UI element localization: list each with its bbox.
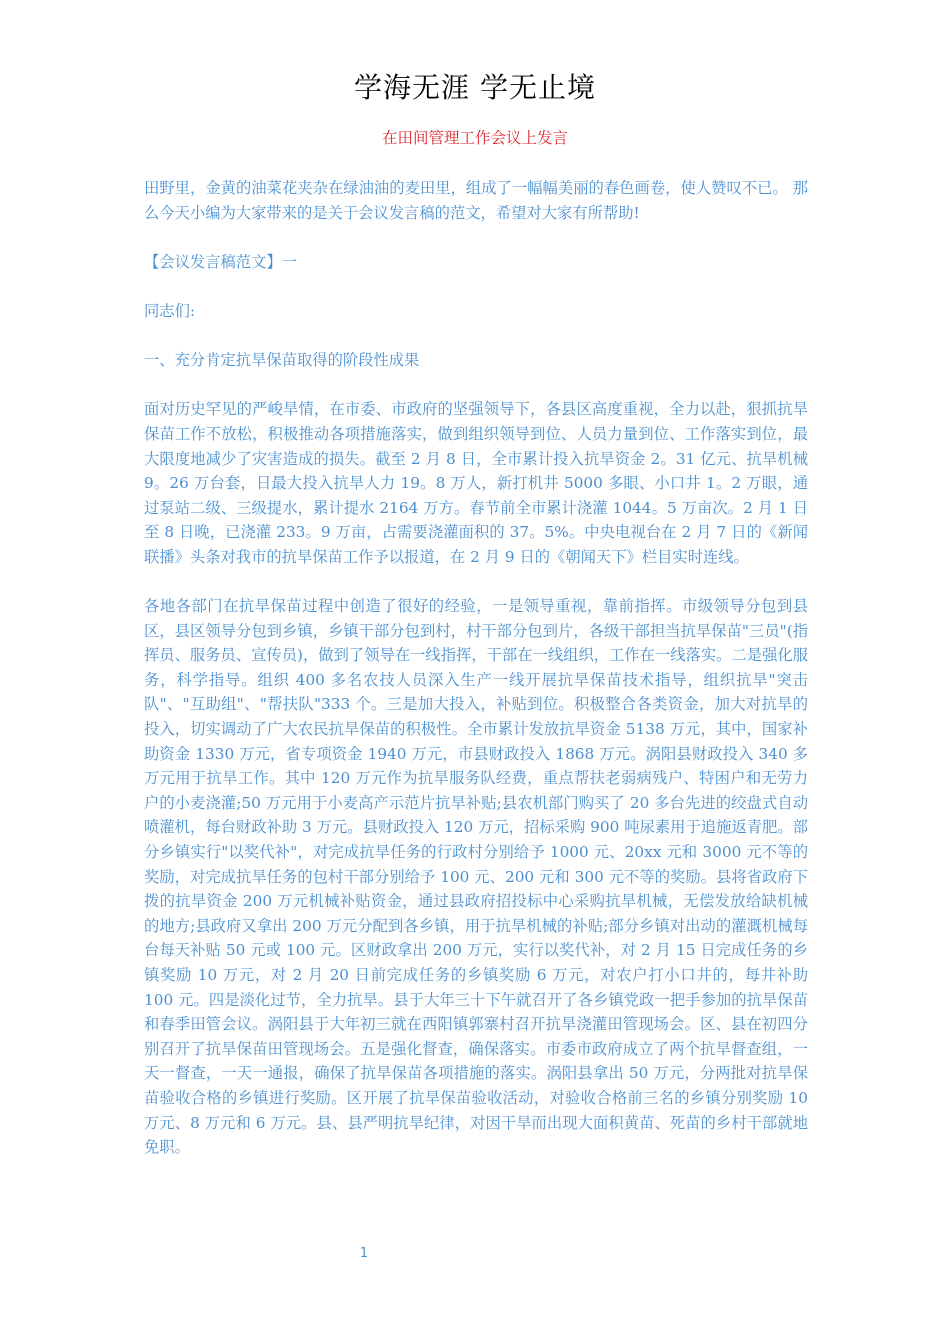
section-heading-one: 一、充分肯定抗旱保苗取得的阶段性成果	[144, 351, 420, 370]
body-paragraph-achievements: 面对历史罕见的严峻旱情，在市委、市政府的坚强领导下，各县区高度重视，全力以赴，狠抓抗旱保苗工作不放松，积极推动各项措施落实，做到组织领导到位、人员力量到位、工作落实到位，最大限度地减少了灾害造成的损失。截至 2 月 8 日，全市累计投入抗旱资金 2。31 亿元、抗旱机械 9。26 万台套，日最大投入抗旱人力 19。8 万人，新打机井 5000 多眼、小口井 1。2 万眼，通过泵站二级、三级提水，累计提水 2164 万方。春节前全市累计浇灌 1044。5 万亩次。2 月 1 日至 8 日晚，已浇灌 233。9 万亩，占需要浇灌面积的 37。5%。中央电视台在 2 月 7 日的《新闻联播》头条对我市的抗旱保苗工作予以报道，在 2 月 9 日的《朝闻天下》栏目实时连线。	[144, 400, 808, 566]
document-subtitle: 在田间管理工作会议上发言	[381, 129, 568, 147]
salutation: 同志们:	[144, 301, 196, 320]
page-number: 1	[359, 1246, 369, 1261]
page-header-title: 学海无涯 学无止境	[354, 71, 596, 104]
intro-paragraph: 田野里，金黄的油菜花夹杂在绿油油的麦田里，组成了一幅幅美丽的春色画卷，使人赞叹不已。 那么今天小编为大家带来的是关于会议发言稿的范文，希望对大家有所帮助!	[144, 179, 808, 222]
body-paragraph-experience: 各地各部门在抗旱保苗过程中创造了很好的经验，一是领导重视，靠前指挥。市级领导分包到县区，县区领导分包到乡镇，乡镇干部分包到村，村干部分包到片，各级干部担当抗旱保苗"三员"(指挥员、服务员、宣传员)，做到了领导在一线指挥，干部在一线组织，工作在一线落实。二是强化服务，科学指导。组织 400 多名农技人员深入生产一线开展抗旱保苗技术指导，组织抗旱"突击队"、"互助组"、"帮扶队"333 个。三是加大投入，补贴到位。积极整合各类资金，加大对抗旱的投入，切实调动了广大农民抗旱保苗的积极性。全市累计发放抗旱资金 5138 万元，其中，国家补助资金 1330 万元，省专项资金 1940 万元，市县财政投入 1868 万元。涡阳县财政投入 340 多万元用于抗旱工作。其中 120 万元作为抗旱服务队经费，重点帮扶老弱病残户、特困户和无劳力户的小麦浇灌;50 万元用于小麦高产示范片抗旱补贴;县农机部门购买了 20 多台先进的绞盘式自动喷灌机，每台财政补助 3 万元。县财政投入 120 万元，招标采购 900 吨尿素用于追施返青肥。部分乡镇实行"以奖代补"，对完成抗旱任务的行政村分别给予 1000 元、20xx 元和 3000 元不等的奖励，对完成抗旱任务的包村干部分别给予 100 元、200 元和 300 元不等的奖励。县将省政府下拨的抗旱资金 200 万元机械补贴资金，通过县政府招投标中心采购抗旱机械，无偿发放给缺机械的地方;县政府又拿出 200 万元分配到各乡镇，用于抗旱机械的补贴;部分乡镇对出动的灌溉机械每台每天补贴 50 元或 100 元。区财政拿出 200 万元，实行以奖代补，对 2 月 15 日完成任务的乡镇奖励 10 万元，对 2 月 20 日前完成任务的乡镇奖励 6 万元，对农户打小口井的，每井补助 100 元。四是淡化过节，全力抗旱。县于大年三十下午就召开了各乡镇党政一把手参加的抗旱保苗和春季田管会议。涡阳县于大年初三就在西阳镇郭寨村召开抗旱浇灌田管现场会。区、县在初四分别召开了抗旱保苗田管现场会。五是强化督查，确保落实。市委市政府成立了两个抗旱督查组，一天一督查，一天一通报，确保了抗旱保苗各项措施的落实。涡阳县拿出 50 万元，分两批对抗旱保苗验收合格的乡镇进行奖励。区开展了抗旱保苗验收活动，对验收合格前三名的乡镇分别奖励 10 万元、8 万元和 6 万元。县、县严明抗旱纪律，对因干旱而出现大面积黄苗、死苗的乡村干部就地免职。	[144, 597, 808, 1157]
section-heading-sample: 【会议发言稿范文】一	[144, 252, 297, 271]
document-body	[144, 176, 808, 1184]
